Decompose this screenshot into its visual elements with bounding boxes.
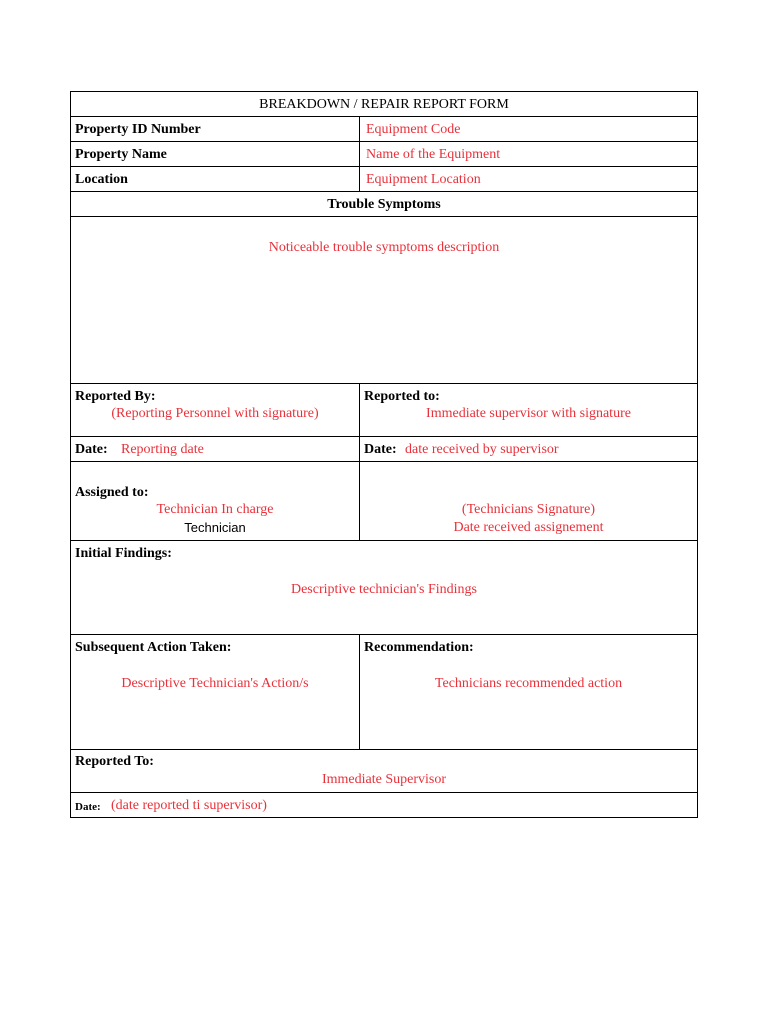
date-left-value: Reporting date [121,442,204,457]
assignment-date-received: Date received assignement [453,520,604,535]
property-name-label: Property Name [75,147,167,162]
trouble-heading: Trouble Symptoms [327,197,441,212]
initial-findings-value: Descriptive technician's Findings [290,582,478,597]
reported-to-value: Immediate supervisor with signature [426,406,631,421]
reported-to-final-cell[interactable] [70,749,698,793]
breakdown-repair-form [70,91,698,818]
form-title: BREAKDOWN / REPAIR REPORT FORM [259,97,509,112]
initial-findings-cell[interactable] [70,540,698,635]
reported-to-final-value: Immediate Supervisor [321,772,447,787]
date-right-value: date received by supervisor [405,442,559,457]
assigned-role: Technician [184,520,246,535]
property-id-label: Property ID Number [75,122,201,137]
reported-to-cell[interactable] [359,383,698,437]
technician-signature: (Technicians Signature) [461,502,596,517]
property-id-label-cell [70,116,360,142]
final-date-label: Date: [75,801,101,813]
location-value-cell[interactable] [359,166,698,192]
assigned-label: Assigned to: [75,485,149,500]
property-name-label-cell [70,141,360,167]
property-name-value-cell[interactable] [359,141,698,167]
recommendation-value: Technicians recommended action [434,676,623,691]
final-date-cell[interactable] [70,792,698,818]
reported-by-cell[interactable] [70,383,360,437]
recommendation-cell[interactable] [359,634,698,750]
form-title-cell [70,91,698,117]
trouble-heading-cell [70,191,698,217]
property-id-value-cell[interactable] [359,116,698,142]
date-right-cell[interactable] [359,436,698,462]
reported-to-label: Reported to: [364,389,440,404]
subsequent-action-label: Subsequent Action Taken: [75,640,232,655]
property-id-value: Equipment Code [366,122,461,137]
location-value: Equipment Location [366,172,481,187]
date-left-label: Date: [75,442,108,457]
date-left-cell[interactable] [70,436,360,462]
reported-to-final-label: Reported To: [75,754,154,769]
assigned-value: Technician In charge [156,502,274,517]
subsequent-action-value: Descriptive Technician's Action/s [121,676,309,691]
location-label: Location [75,172,128,187]
reported-by-value: (Reporting Personnel with signature) [111,406,319,421]
location-label-cell [70,166,360,192]
date-right-label: Date: [364,442,397,457]
final-date-value: (date reported ti supervisor) [111,798,267,813]
trouble-description-cell[interactable] [70,216,698,384]
trouble-description: Noticeable trouble symptoms description [268,240,500,255]
initial-findings-label: Initial Findings: [75,546,172,561]
technician-signature-cell[interactable] [359,461,698,541]
subsequent-action-cell[interactable] [70,634,360,750]
reported-by-label: Reported By: [75,389,156,404]
property-name-value: Name of the Equipment [366,147,501,162]
recommendation-label: Recommendation: [364,640,474,655]
assigned-cell[interactable] [70,461,360,541]
